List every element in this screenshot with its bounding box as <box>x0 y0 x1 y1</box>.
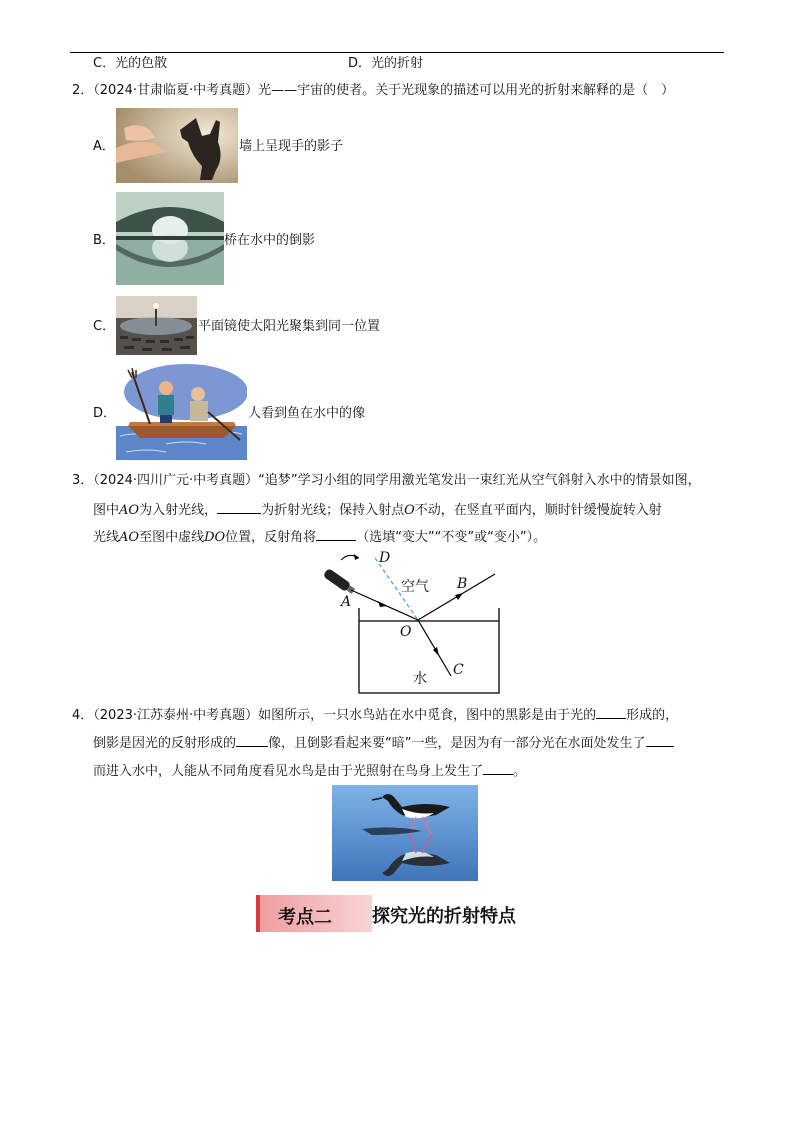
q4-blank-3[interactable] <box>646 732 674 747</box>
q3-blank-2[interactable] <box>316 526 356 541</box>
q2-option-c-text: 平面镜使太阳光聚集到同一位置 <box>198 319 381 334</box>
q1-option-c: C．光的色散 <box>93 56 168 71</box>
q4-line-2: 倒影是因光的反射形成的 像，且倒影看起来要“暗”一些，是因为有一部分光在水面处发生了 <box>93 732 674 753</box>
label-a: A <box>341 594 352 610</box>
q3-line-2: 图中AO为入射光线， 为折射光线；保持入射点O不动，在竖直平面内，顺时针缓慢旋转入射 <box>93 499 662 520</box>
q4-blank-4[interactable] <box>483 760 513 775</box>
q2-option-c-letter: C． <box>93 319 116 334</box>
q2-stem: 2．（2024·甘肃临夏·中考真题）光——宇宙的使者。关于光现象的描述可以用光的折射来解释的是（ ） <box>72 83 675 98</box>
q1-option-d: D．光的折射 <box>348 56 424 71</box>
solar-mirrors-image <box>116 296 197 355</box>
q2-option-b-text: 桥在水中的倒影 <box>224 233 316 248</box>
q3-blank-1[interactable] <box>217 499 261 514</box>
q4-blank-1[interactable] <box>596 704 626 719</box>
label-c: C <box>453 662 464 678</box>
label-water: 水 <box>413 671 427 687</box>
q2-option-a-letter: A． <box>93 139 115 154</box>
q2-option-d-letter: D． <box>93 406 117 421</box>
water-bird-image <box>332 785 478 881</box>
q4-line-1: 4．（2023·江苏泰州·中考真题）如图所示，一只水鸟站在水中觅食，图中的黑影是由于光的 形成的， <box>72 704 678 725</box>
top-rule <box>70 52 724 53</box>
refraction-diagram <box>315 548 505 696</box>
q2-option-d-text: 人看到鱼在水中的像 <box>248 406 366 421</box>
q2-option-a-text: 墙上呈现手的影子 <box>239 139 344 154</box>
label-air: 空气 <box>401 579 429 595</box>
section-title: 探究光的折射特点 <box>372 906 516 927</box>
label-d: D <box>379 550 391 566</box>
bridge-reflection-image <box>116 192 224 285</box>
q4-blank-2[interactable] <box>236 732 268 747</box>
q3-line-1: 3．（2024·四川广元·中考真题）“追梦”学习小组的同学用激光笔发出一束红光从空气斜射入水中的情景如图， <box>72 473 701 488</box>
label-b: B <box>457 576 468 592</box>
label-o: O <box>400 624 412 640</box>
q3-line-3: 光线AO至图中虚线DO位置，反射角将 （选填“变大”“不变”或“变小”）。 <box>93 526 546 547</box>
q4-line-3: 而进入水中，人能从不同角度看见水鸟是由于光照射在鸟身上发生了 。 <box>93 760 526 781</box>
hand-shadow-image <box>116 108 238 183</box>
fishing-boat-image <box>116 364 247 460</box>
section-tag: 考点二 <box>256 895 372 932</box>
q2-option-b-letter: B． <box>93 233 115 248</box>
